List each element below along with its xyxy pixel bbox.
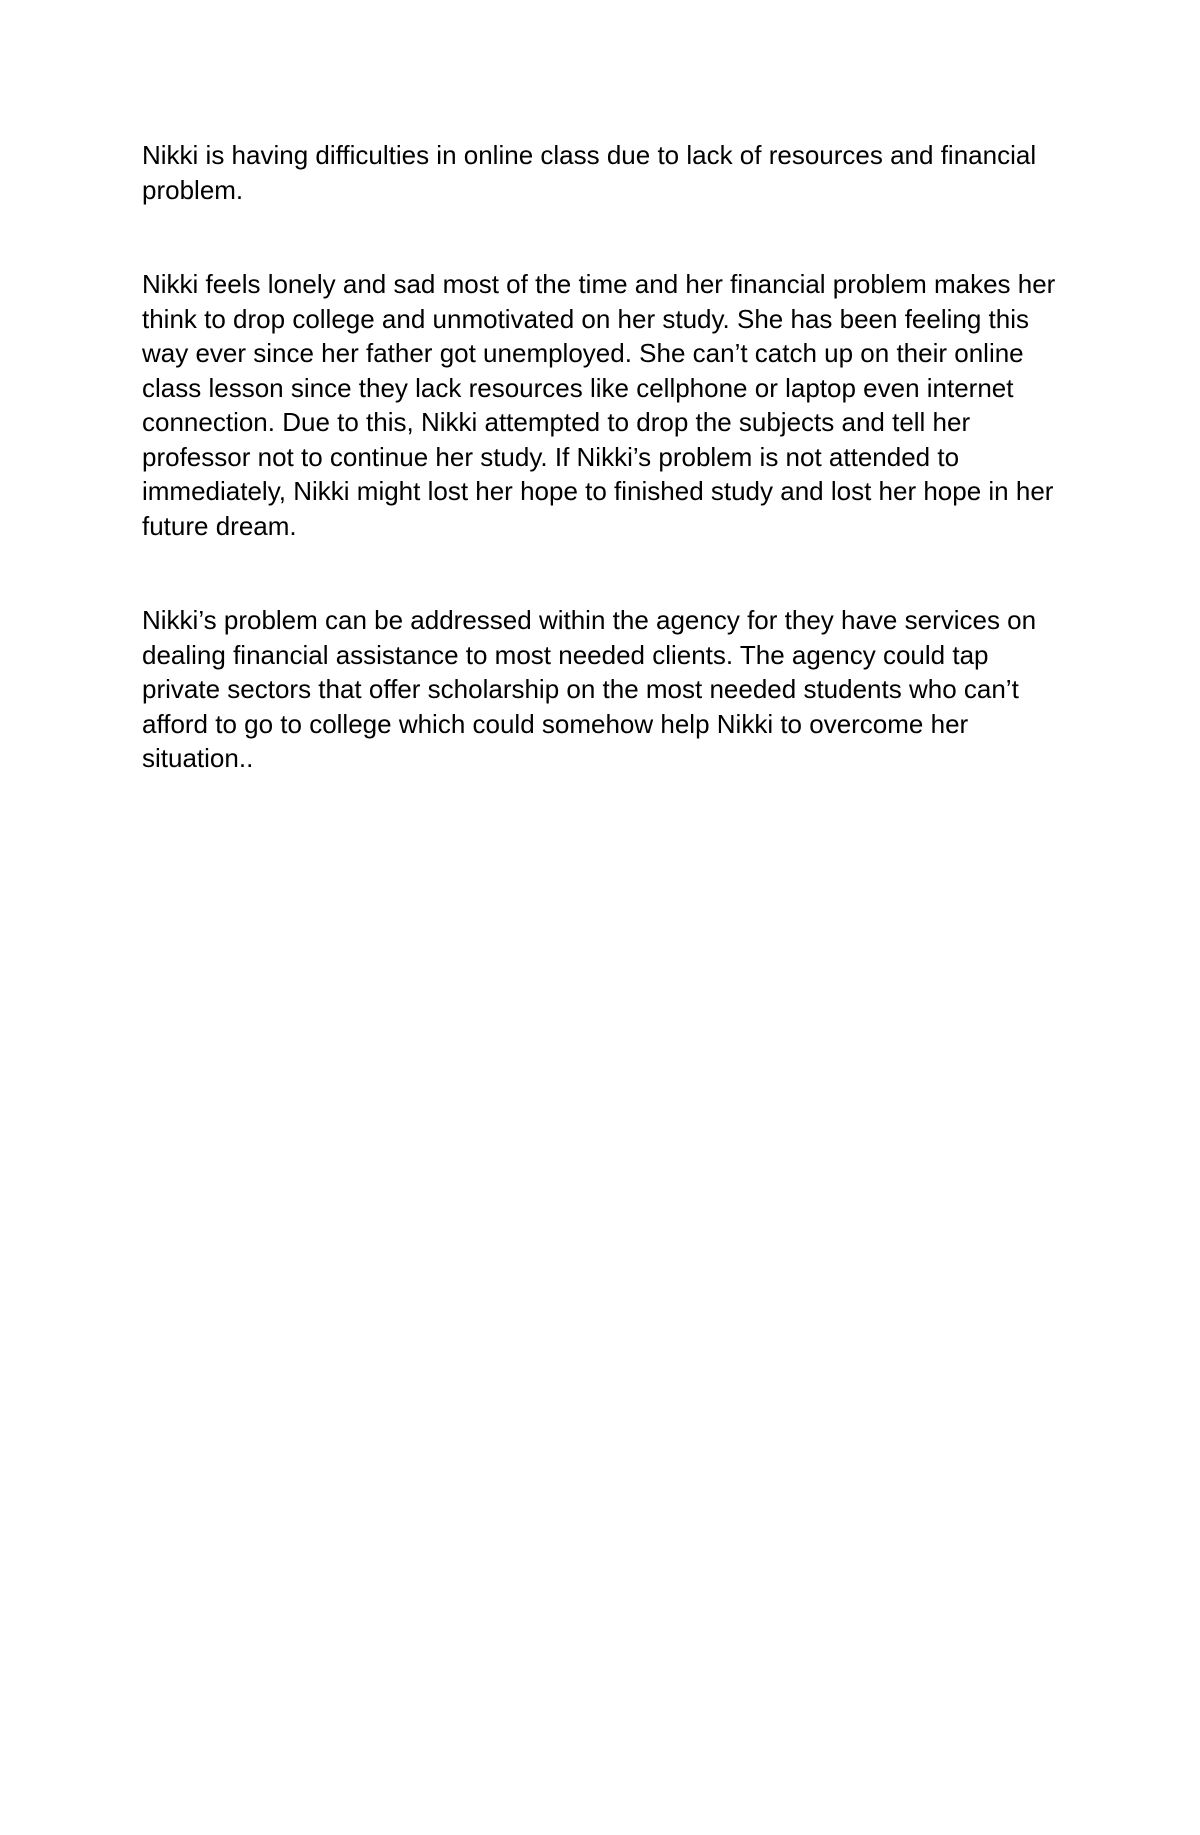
paragraph-agency-response: Nikki’s problem can be addressed within the agency for they have services on dealing financial assistance to most needed clients. The agency could tap private sectors that offer scholarship on the most needed students who can’t afford to go to college which could somehow help Nikki to overcome her situation.. (142, 605, 1037, 773)
document-body (142, 138, 1062, 776)
paragraph-situation-description: Nikki feels lonely and sad most of the time and her financial problem makes her think to drop college and unmotivated on her study. She has been feeling this way ever since her father got unemployed. She can’t catch up on their online class lesson since they lack resources like cellphone or laptop even internet connection. Due to this, Nikki attempted to drop the subjects and tell her professor not to continue her study. If Nikki’s problem is not attended to immediately, Nikki might lost her hope to finished study and lost her hope in her future dream. (142, 269, 1056, 541)
paragraph-problem-statement: Nikki is having difficulties in online class due to lack of resources and financial problem. (142, 140, 1037, 205)
